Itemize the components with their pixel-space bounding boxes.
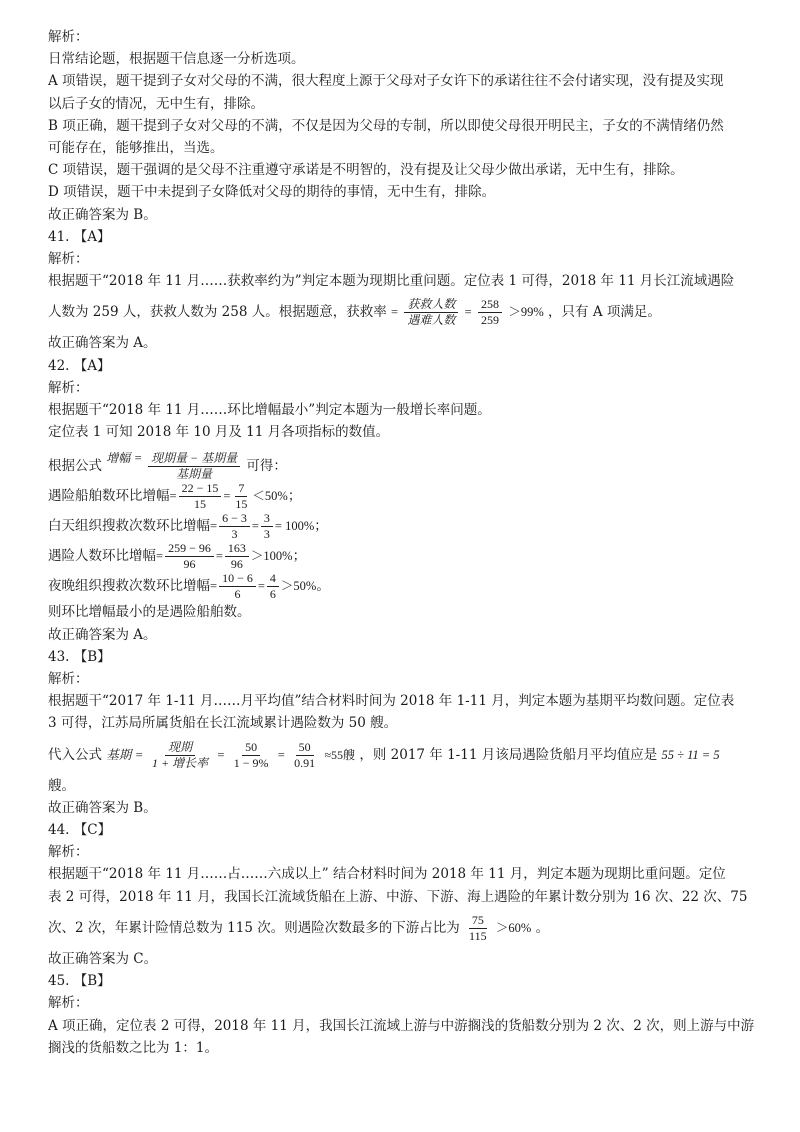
- option-b-text: B 项正确，题干提到子女对父母的不满，不仅是因为父母的专制，所以即使父母很开明民主，子女的不满情绪仍然: [48, 117, 724, 134]
- paragraph: 3 可得，江苏局所属货船在长江流域累计遇险数为 50 艘。: [48, 715, 398, 732]
- conclusion: 故正确答案为 A。: [48, 626, 157, 643]
- fraction: [179, 482, 222, 511]
- text: 根据公式: [48, 458, 102, 475]
- paragraph: 根据题干“2018 年 11 月……获救率约为”判定本题为现期比重问题。定位表 1 可得，2018 年 11 月长江流域遇险: [48, 273, 735, 290]
- formula-line: [48, 908, 760, 948]
- conclusion: 故正确答案为 C。: [48, 950, 158, 967]
- equals-sign: =: [134, 451, 142, 466]
- denominator: 基期量: [176, 467, 213, 482]
- paragraph: 日常结论题，根据题干信息逐一分析选项。: [48, 51, 305, 68]
- text: 代入公式: [48, 746, 102, 763]
- paragraph: 艘。: [48, 777, 75, 794]
- row-label: 遇险船舶数环比增幅: [48, 488, 170, 505]
- text: 。: [535, 919, 550, 936]
- question-header-45: 45. 【B】: [48, 973, 111, 990]
- paragraph: 根据题干“2018 年 11 月……占……六成以上” 结合材料时间为 2018 年 11 月，判定本题为现期比重问题。定位: [48, 866, 726, 883]
- numerator: 259 − 96: [165, 542, 214, 557]
- text: 可得：: [246, 458, 287, 475]
- approx-result: ≈55艘: [324, 747, 356, 762]
- question-header-44: 44. 【C】: [48, 822, 112, 839]
- equals-sign: =: [135, 747, 143, 762]
- equals-sign: =: [464, 305, 472, 320]
- paragraph: A 项正确，定位表 2 可得，2018 年 11 月，我国长江流域上游与中游搁浅的货船数分别为 2 次、2 次，则上游与中游: [48, 1017, 755, 1034]
- denominator: 3: [263, 527, 270, 542]
- row-label: 白天组织搜救次数环比增幅: [48, 518, 210, 535]
- equals-sign: =: [169, 489, 177, 504]
- question-header-41: 41. 【A】: [48, 228, 111, 245]
- paragraph: 则环比增幅最小的是遇险船舶数。: [48, 604, 251, 621]
- conclusion: 故正确答案为 A。: [48, 335, 157, 352]
- row-label: 遇险人数环比增幅: [48, 548, 156, 565]
- numerator: 50: [242, 741, 260, 756]
- denominator: 6: [234, 587, 241, 602]
- equals-sign: =: [391, 305, 399, 320]
- numerator: 7: [235, 482, 247, 497]
- fraction: [466, 914, 490, 943]
- calculation-row: [48, 541, 760, 571]
- equals-sign: =: [210, 519, 218, 534]
- equals-sign: =: [277, 747, 285, 762]
- denominator: 遇难人数: [407, 313, 456, 328]
- fraction: [261, 512, 273, 541]
- conclusion: 故正确答案为 B。: [48, 206, 157, 223]
- calculation-row: [48, 511, 760, 541]
- punctuation: ；: [287, 488, 302, 505]
- result: ＞99%: [508, 305, 544, 320]
- equals-sign: =: [156, 549, 164, 564]
- paragraph: 定位表 1 可知 2018 年 10 月及 11 月各项指标的数值。: [48, 424, 390, 441]
- fraction: [219, 512, 250, 541]
- denominator: 0.91: [294, 755, 316, 770]
- numerator: 现期量 − 基期量: [148, 452, 240, 467]
- denominator: 259: [481, 313, 500, 328]
- result: ＞60%: [495, 920, 532, 935]
- analysis-label: 解析：: [48, 379, 89, 396]
- numerator: 258: [478, 298, 502, 313]
- analysis-label: 解析：: [48, 29, 89, 45]
- denominator: 15: [193, 497, 206, 512]
- denominator: 15: [235, 497, 248, 512]
- equals-sign: =: [251, 519, 259, 534]
- denominator: 3: [231, 527, 238, 542]
- option-a-text-cont: 以后子女的情况，无中生有，排除。: [48, 95, 264, 112]
- equals-sign: =: [223, 489, 231, 504]
- option-a-text: A 项错误，题干提到子女对父母的不满，很大程度上源于父母对子女许下的承诺往往不会付诸实现，没有提及实现: [48, 73, 724, 90]
- formula-line: [48, 735, 760, 775]
- fraction: [267, 572, 279, 601]
- document-page: [48, 26, 760, 1059]
- punctuation: ；: [292, 548, 307, 565]
- option-c-text: C 项错误，题干强调的是父母不注重遵守承诺是不明智的，没有提及让父母少做出承诺，无中生有，排除。: [48, 162, 684, 179]
- equals-sign: =: [215, 549, 223, 564]
- calculation: 55 ÷ 11 = 5: [661, 747, 720, 762]
- fraction: [225, 542, 249, 571]
- calculation-row: [48, 481, 760, 511]
- fraction: [165, 542, 214, 571]
- calculation-row: [48, 571, 760, 601]
- option-b-text-cont: 可能存在，能够推出，当选。: [48, 140, 224, 157]
- formula-lhs: 增幅: [106, 451, 131, 466]
- formula-line: [48, 443, 760, 481]
- numerator: 50: [296, 741, 314, 756]
- denominator: 115: [469, 928, 487, 943]
- analysis-label: 解析：: [48, 844, 89, 861]
- punctuation: ；: [314, 518, 328, 535]
- fraction: [291, 741, 318, 770]
- analysis-label: 解析：: [48, 251, 89, 268]
- fraction: [149, 741, 211, 770]
- formula-line: [48, 292, 760, 332]
- result: ＜50%: [252, 489, 288, 504]
- result: ＞50%: [280, 579, 317, 594]
- text: 次、2 次，年累计险情总数为 115 次。则遇险次数最多的下游占比为: [48, 919, 460, 936]
- conclusion: 故正确答案为 B。: [48, 799, 157, 816]
- paragraph: 搁浅的货船数之比为 1：1。: [48, 1039, 218, 1056]
- question-header-43: 43. 【B】: [48, 648, 111, 665]
- denominator: 96: [230, 557, 243, 572]
- text: ，只有 A 项满足。: [548, 304, 661, 321]
- result: = 100%: [274, 519, 315, 534]
- numerator: 6 − 3: [219, 512, 250, 527]
- equals-sign: =: [257, 579, 265, 594]
- fraction: [404, 298, 458, 327]
- question-header-42: 42. 【A】: [48, 357, 111, 374]
- fraction: [219, 572, 256, 601]
- numerator: 4: [267, 572, 279, 587]
- formula-lhs: 基期: [106, 747, 132, 762]
- denominator: 1 + 增长率: [151, 755, 209, 770]
- denominator: 1 − 9%: [233, 755, 269, 770]
- analysis-label: 解析：: [48, 995, 89, 1012]
- numerator: 现期: [165, 741, 195, 756]
- numerator: 10 − 6: [219, 572, 256, 587]
- punctuation: 。: [316, 578, 330, 595]
- paragraph: 根据题干“2017 年 1-11 月……月平均值”结合材料时间为 2018 年 1-11 月，判定本题为基期平均数问题。定位表: [48, 693, 735, 710]
- row-label: 夜晚组织搜救次数环比增幅: [48, 578, 210, 595]
- numerator: 75: [469, 914, 487, 929]
- equals-sign: =: [210, 579, 218, 594]
- result: ＞100%: [250, 549, 293, 564]
- option-d-text: D 项错误，题干中未提到子女降低对父母的期待的事情，无中生有，排除。: [48, 184, 496, 201]
- numerator: 163: [225, 542, 249, 557]
- denominator: 96: [183, 557, 196, 572]
- numerator: 22 − 15: [179, 482, 222, 497]
- calculation-rows: [48, 481, 760, 601]
- numerator: 获救人数: [404, 298, 458, 313]
- text: 人数为 259 人，获救人数为 258 人。根据题意，获救率: [48, 304, 387, 321]
- fraction: [232, 482, 250, 511]
- paragraph: 根据题干“2018 年 11 月……环比增幅最小”判定本题为一般增长率问题。: [48, 402, 491, 419]
- paragraph: 表 2 可得，2018 年 11 月，我国长江流域货船在上游、中游、下游、海上遇险的年累计数分别为 16 次、22 次、75: [48, 888, 748, 905]
- analysis-label: 解析：: [48, 671, 89, 688]
- fraction: [478, 298, 502, 327]
- fraction: [231, 741, 272, 770]
- numerator: 3: [261, 512, 273, 527]
- fraction: [148, 452, 240, 481]
- equals-sign: =: [217, 747, 225, 762]
- text: ，则 2017 年 1-11 月该局遇险货船月平均值应是: [359, 746, 658, 763]
- denominator: 6: [269, 587, 276, 602]
